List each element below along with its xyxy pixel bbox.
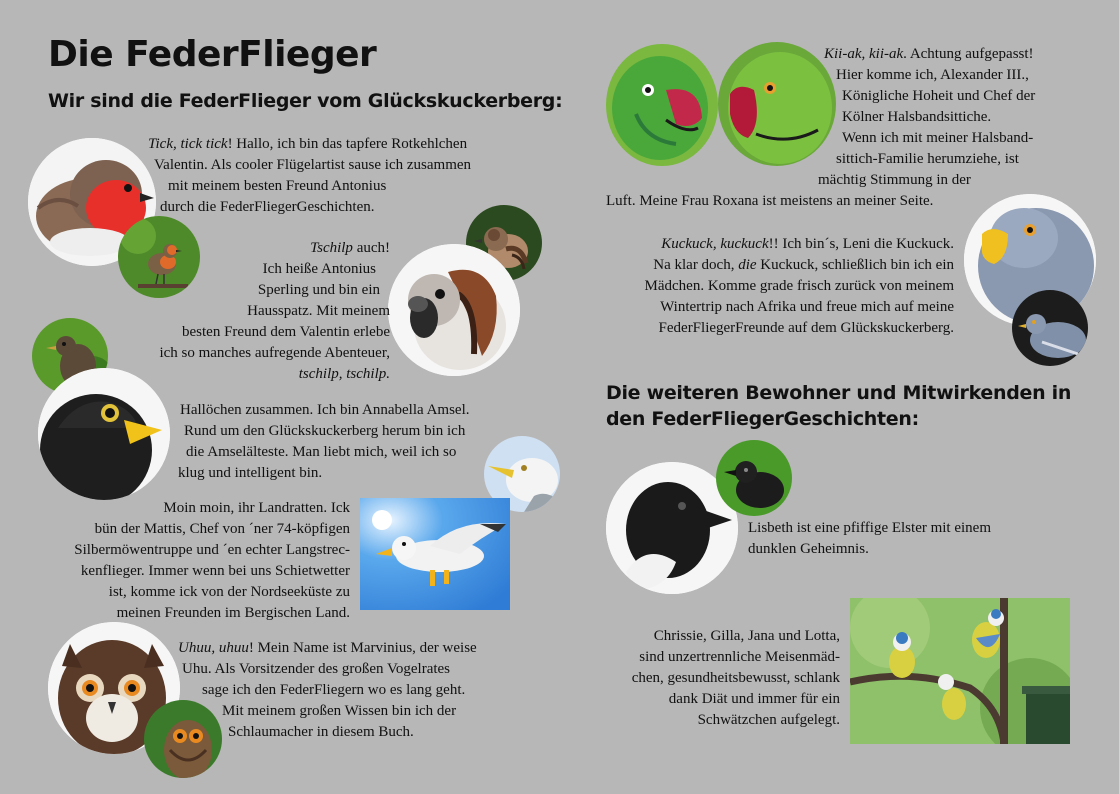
antonius-call: Tschilp bbox=[310, 240, 353, 256]
text-line: Wenn ich mit meiner Halsband- bbox=[842, 130, 1034, 146]
text-line: Moin moin, ihr Landratten. Ick bbox=[163, 500, 350, 516]
marvinius-text bbox=[178, 638, 518, 743]
text-line: ich so manches aufregende Abenteuer, bbox=[159, 345, 390, 361]
text-line: ! Hallo, ich bin das tapfere Rotkehlchen bbox=[227, 136, 468, 152]
text-line: Silbermöwentruppe und ´en echter Langstrec- bbox=[74, 542, 350, 558]
text-line: Rund um den Glückskuckerberg herum bin ich bbox=[184, 423, 466, 439]
sparrow-plush-image bbox=[388, 244, 520, 376]
text-line: Na klar doch, bbox=[653, 257, 739, 273]
text-line: !! Ich bin´s, Leni die Kuckuck. bbox=[768, 236, 954, 252]
text-line: Kuckuck, schließlich bin ich ein bbox=[756, 257, 954, 273]
text-line: Wintertrip nach Afrika und freue mich auf meine bbox=[660, 299, 954, 315]
meisen-text bbox=[606, 626, 840, 731]
text-line: chen, gesundheitsbewusst, schlank bbox=[631, 670, 840, 686]
text-line: dank Diät und immer für ein bbox=[668, 691, 840, 707]
marvinius-call: Uhuu, uhuu bbox=[178, 640, 249, 656]
page-subtitle: Wir sind die FederFlieger vom Glückskuckerberg: bbox=[48, 90, 563, 112]
text-line: bün der Mattis, Chef von ´ner 74-köpfigen bbox=[94, 521, 350, 537]
text-line: besten Freund dem Valentin erlebe bbox=[182, 324, 390, 340]
text-line: sittich-Familie herumziehe, ist bbox=[836, 151, 1019, 167]
page-title: Die FederFlieger bbox=[48, 34, 377, 75]
text-line: Kölner Halsbandsittiche. bbox=[842, 109, 992, 125]
valentin-text bbox=[148, 134, 528, 218]
text-line: meinen Freunden im Bergischen Land. bbox=[116, 605, 350, 621]
text-line: Königliche Hoheit und Chef der bbox=[842, 88, 1036, 104]
text-line: Schwätzchen aufgelegt. bbox=[697, 712, 840, 728]
magpie-photo-image bbox=[716, 440, 792, 516]
text-line: Schlaumacher in diesem Buch. bbox=[228, 724, 414, 740]
text-line: durch die FederFliegerGeschichten. bbox=[160, 199, 375, 215]
section-heading-line: den FederFliegerGeschichten: bbox=[606, 408, 919, 430]
section-heading-line: Die weiteren Bewohner und Mitwirkenden in bbox=[606, 382, 1072, 404]
text-line: klug und intelligent bin. bbox=[178, 465, 323, 481]
text-line: die Amselälteste. Man liebt mich, weil ich so bbox=[186, 444, 457, 460]
alexander-text bbox=[606, 44, 1076, 212]
text-line: mächtig Stimmung in der bbox=[818, 172, 971, 188]
text-line: sind unzertrennliche Meisenmäd- bbox=[639, 649, 840, 665]
text-line: Luft. Meine Frau Roxana ist meistens an meiner Seite. bbox=[606, 193, 934, 209]
leni-text bbox=[606, 234, 954, 339]
text-line: ist, komme ick von der Nordseeküste zu bbox=[108, 584, 350, 600]
blue-tits-photo-image bbox=[850, 598, 1070, 744]
text-line: Chrissie, Gilla, Jana und Lotta, bbox=[653, 628, 840, 644]
text-line: Mit meinem großen Wissen bin ich der bbox=[222, 703, 457, 719]
blackbird-plush-image bbox=[38, 368, 170, 500]
text-line: Hausspatz. Mit meinem bbox=[247, 303, 390, 319]
text-line: Mädchen. Komme grade frisch zurück von meinem bbox=[644, 278, 954, 294]
alexander-call: Kii-ak, kii-ak bbox=[824, 46, 904, 62]
mattis-text bbox=[40, 498, 350, 624]
gull-plush-flying-image bbox=[360, 498, 510, 610]
text-line: auch! bbox=[352, 240, 390, 256]
text-line: kenflieger. Immer wenn bei uns Schietwetter bbox=[80, 563, 350, 579]
text-line: Hier komme ich, Alexander III., bbox=[836, 67, 1029, 83]
cuckoo-photo-image bbox=[1012, 290, 1088, 366]
text-line: Hallöchen zusammen. Ich bin Annabella Amsel. bbox=[180, 402, 470, 418]
text-line: FederFliegerFreunde auf dem Glückskuckerberg. bbox=[658, 320, 954, 336]
text-line: Ich heiße Antonius bbox=[262, 261, 376, 277]
section-heading bbox=[606, 380, 1072, 432]
text-line: Valentin. Als cooler Flügelartist sause ich zusammen bbox=[154, 157, 472, 173]
leni-emphasis: die bbox=[738, 257, 757, 273]
text-line: . Achtung aufgepasst! bbox=[903, 46, 1034, 62]
text-line: ! Mein Name ist Marvinius, der weise bbox=[248, 640, 477, 656]
text-line: dunklen Geheimnis. bbox=[748, 541, 869, 557]
antonius-call-end: tschilp, tschilp. bbox=[298, 366, 390, 382]
lisbeth-text bbox=[748, 518, 1068, 560]
annabella-text bbox=[178, 400, 518, 484]
text-line: mit meinem besten Freund Antonius bbox=[168, 178, 387, 194]
antonius-text bbox=[60, 238, 390, 385]
text-line: sage ich den FederFliegern wo es lang geht. bbox=[202, 682, 466, 698]
text-line: Lisbeth ist eine pfiffige Elster mit einem bbox=[748, 520, 991, 536]
valentin-call: Tick, tick tick bbox=[148, 136, 228, 152]
text-line: Uhu. Als Vorsitzender des großen Vogelrates bbox=[182, 661, 451, 677]
leni-call: Kuckuck, kuckuck bbox=[661, 236, 769, 252]
text-line: Sperling und bin ein bbox=[257, 282, 380, 298]
